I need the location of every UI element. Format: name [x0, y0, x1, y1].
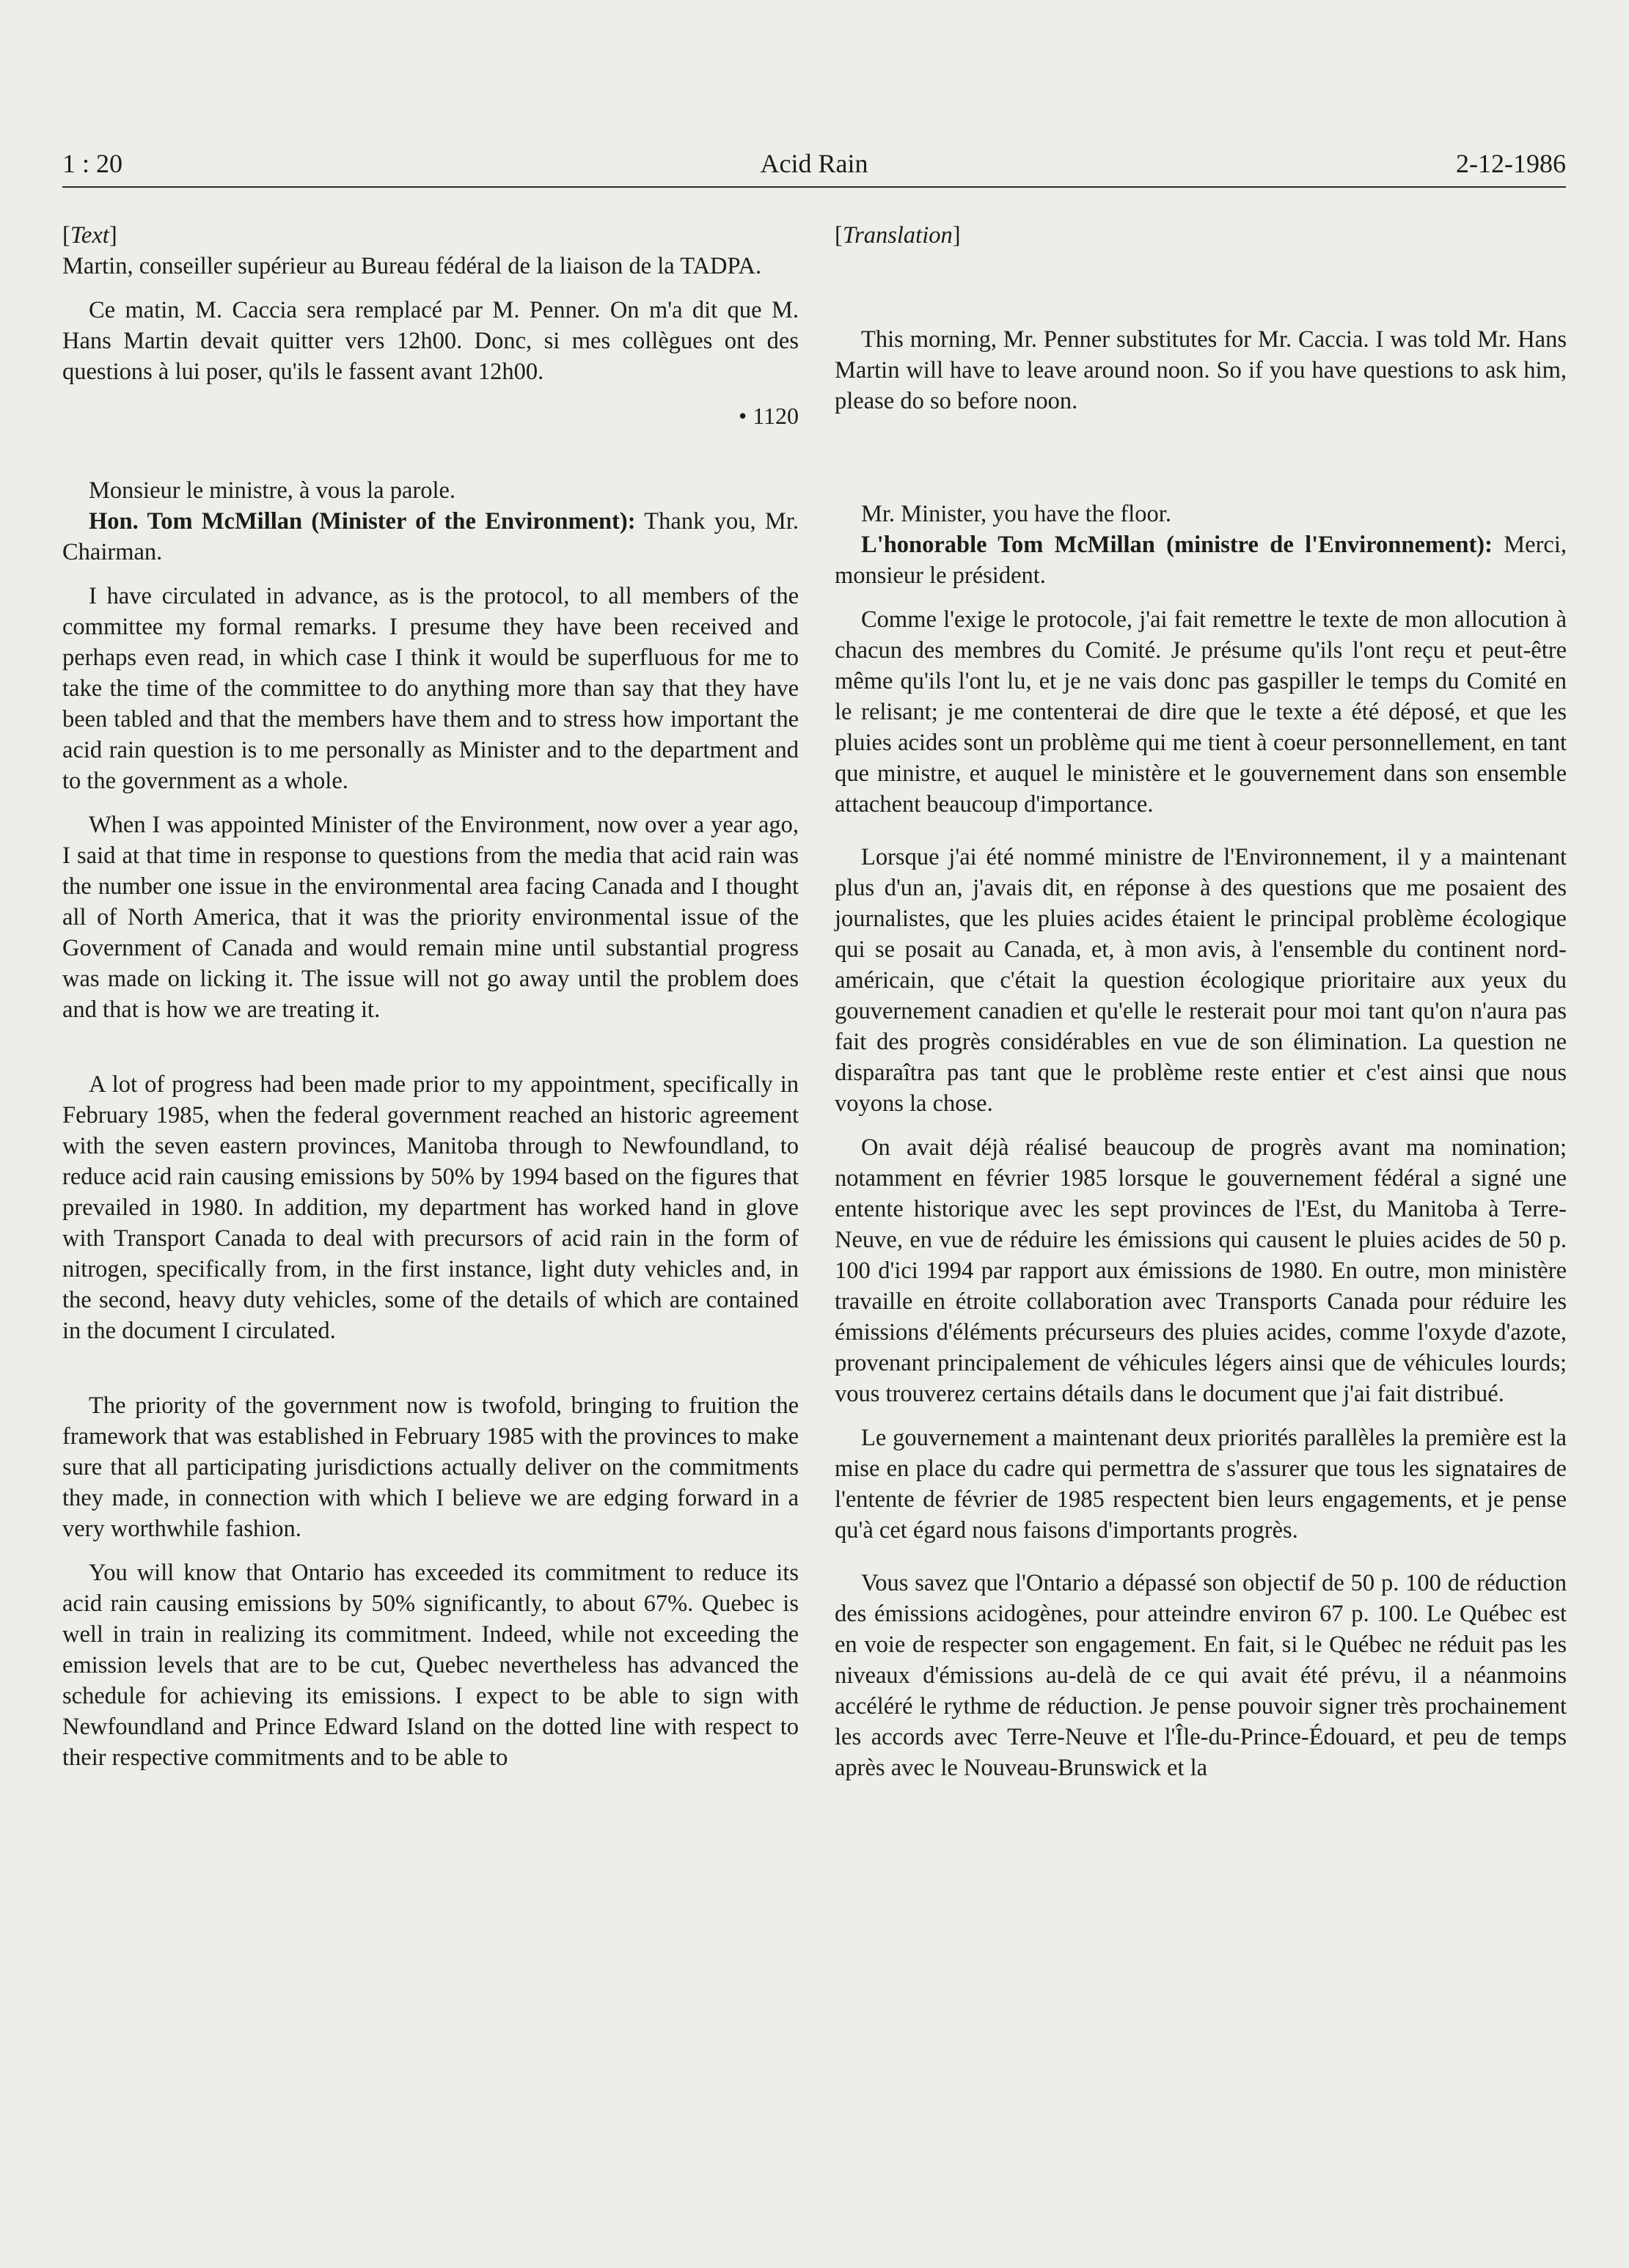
paragraph: You will know that Ontario has exceeded its commitment to reduce its acid rain causing emissions by 50% significantly, to about 67%. Quebec is well in train in realizing its commitment. Indeed, while not exceeding the emission levels that are to be cut, Quebec nevertheless has advanced the schedule for achieving its emissions. I expect to be able to sign with Newfoundland and Prince Edward Island on the dotted line with respect to their respective commitments and to be able to	[62, 1560, 799, 1771]
column-label: [Text]	[62, 222, 117, 249]
paragraph: On avait déjà réalisé beaucoup de progrès avant ma nomination; notamment en février 1985 lorsque le gouvernement fédéral a signé une entente historique avec les sept provinces de l'Est, du Manitoba à Terre-Neuve, en vue de réduire les émissions qui causent le pluies acides de 50 p. 100 d'ici 1994 par rapport aux émissions de 1980. En outre, mon ministère travaille en étroite collaboration avec Transports Canada pour réduire les émissions d'éléments précurseurs des pluies acides, comme l'oxyde d'azote, provenant principalement de véhicules légers ainsi que de véhicules lourds; vous trouverez certains détails dans le document que j'ai fait distribué.	[835, 1134, 1567, 1407]
paragraph: Monsieur le ministre, à vous la parole.	[89, 477, 456, 504]
speaker-paragraph: L'honorable Tom McMillan (ministre de l'Environnement): Merci, monsieur le président.	[835, 532, 1567, 589]
publication-title: Acid Rain	[760, 149, 868, 178]
speaker-name: L'honorable Tom McMillan (ministre de l'Environnement):	[861, 532, 1493, 558]
paragraph: Lorsque j'ai été nommé ministre de l'Environnement, il y a maintenant plus d'un an, j'avais dit, en réponse à des questions que me posaient des journalistes, que les pluies acides étaient le principal problème écologique qui se posait au Canada, et, à mon avis, à l'ensemble du continent nord-américain, que c'était la question écologique prioritaire aux yeux du gouvernement canadien et qu'elle le resterait pour moi tant qu'on n'aura pas fait des progrès considérables en vue de son élimination. La question ne disparaîtra pas tant que le problème reste entier et c'est ainsi que nous voyons la chose.	[835, 844, 1567, 1117]
header-rule	[62, 186, 1566, 188]
page-number: 1 : 20	[62, 149, 123, 178]
paragraph: A lot of progress had been made prior to my appointment, specifically in February 1985, when the federal government reached an historic agreement with the seven eastern provinces, Manitoba through to Newfoundland, to reduce acid rain causing emissions by 50% by 1994 based on the figures that prevailed in 1980. In addition, my department has worked hand in glove with Transport Canada to deal with precursors of acid rain in the form of nitrogen, specifically from, in the first instance, light duty vehicles and, in the second, heavy duty vehicles, some of the details of which are contained in the document I circulated.	[62, 1071, 799, 1344]
running-header	[62, 145, 1566, 182]
paragraph: The priority of the government now is twofold, bringing to fruition the framework that was established in February 1985 with the provinces to make sure that all participating jurisdictions actually deliver on the commitments they made, in connection with which I believe we are edging forward in a very worthwhile fashion.	[62, 1392, 799, 1542]
speaker-name: Hon. Tom McMillan (Minister of the Environment):	[89, 508, 636, 535]
issue-date: 2-12-1986	[1456, 149, 1566, 178]
paragraph: When I was appointed Minister of the Environment, now over a year ago, I said at that time in response to questions from the media that acid rain was the number one issue in the environmental area facing Canada and I thought all of North America, that it was the priority environmental issue of the Government of Canada and would remain mine until substantial progress was made on licking it. The issue will not go away until the problem does and that is how we are treating it.	[62, 812, 799, 1023]
paragraph: Mr. Minister, you have the floor.	[861, 501, 1171, 527]
paragraph: Vous savez que l'Ontario a dépassé son objectif de 50 p. 100 de réduction des émissions acidogènes, pour atteindre environ 67 p. 100. Le Québec est en voie de respecter son engagement. En fait, si le Québec ne réduit pas les niveaux d'émissions au-delà de ce qui avait été prévu, il a néanmoins accéléré le rythme de réduction. Je pense pouvoir signer très prochainement les accords avec Terre-Neuve et l'Île-du-Prince-Édouard, et peu de temps après avec le Nouveau-Brunswick et la	[835, 1570, 1567, 1781]
paragraph: I have circulated in advance, as is the protocol, to all members of the committee my formal remarks. I presume they have been received and perhaps even read, in which case I think it would be superfluous for me to take the time of the committee to do anything more than say that they have been tabled and that the members have them and to stress how important the acid rain question is to me personally as Minister and to the department and to the government as a whole.	[62, 583, 799, 794]
paragraph: Ce matin, M. Caccia sera remplacé par M. Penner. On m'a dit que M. Hans Martin devait quitter vers 12h00. Donc, si mes collègues ont des questions à lui poser, qu'ils le fassent avant 12h00.	[62, 297, 799, 385]
right-column	[835, 220, 1567, 1783]
left-column	[62, 220, 799, 1773]
column-label: [Translation]	[835, 222, 961, 249]
paragraph: Comme l'exige le protocole, j'ai fait remettre le texte de mon allocution à chacun des membres du Comité. Je présume qu'ils l'ont reçu et peut-être même qu'ils l'ont lu, et je ne vais donc pas gaspiller le temps du Comité en le relisant; je me contenterai de dire que le texte a été déposé, et que les pluies acides sont un problème qui me tient à coeur personnellement, en tant que ministre, et auquel le ministère et le gouvernement dans son ensemble attachent beaucoup d'importance.	[835, 606, 1567, 818]
time-stamp: • 1120	[738, 403, 799, 429]
paragraph: Martin, conseiller supérieur au Bureau fédéral de la liaison de la TADPA.	[62, 253, 762, 279]
speaker-paragraph: Hon. Tom McMillan (Minister of the Environment): Thank you, Mr. Chairman.	[62, 508, 799, 565]
paragraph: This morning, Mr. Penner substitutes for Mr. Caccia. I was told Mr. Hans Martin will have to leave around noon. So if you have questions to ask him, please do so before noon.	[835, 326, 1567, 414]
paragraph: Le gouvernement a maintenant deux priorités parallèles la première est la mise en place du cadre qui permettra de s'assurer que tous les signataires de l'entente de février de 1985 respectent bien leurs engagements, et je pense qu'à cet égard nous faisons d'importants progrès.	[835, 1425, 1567, 1544]
